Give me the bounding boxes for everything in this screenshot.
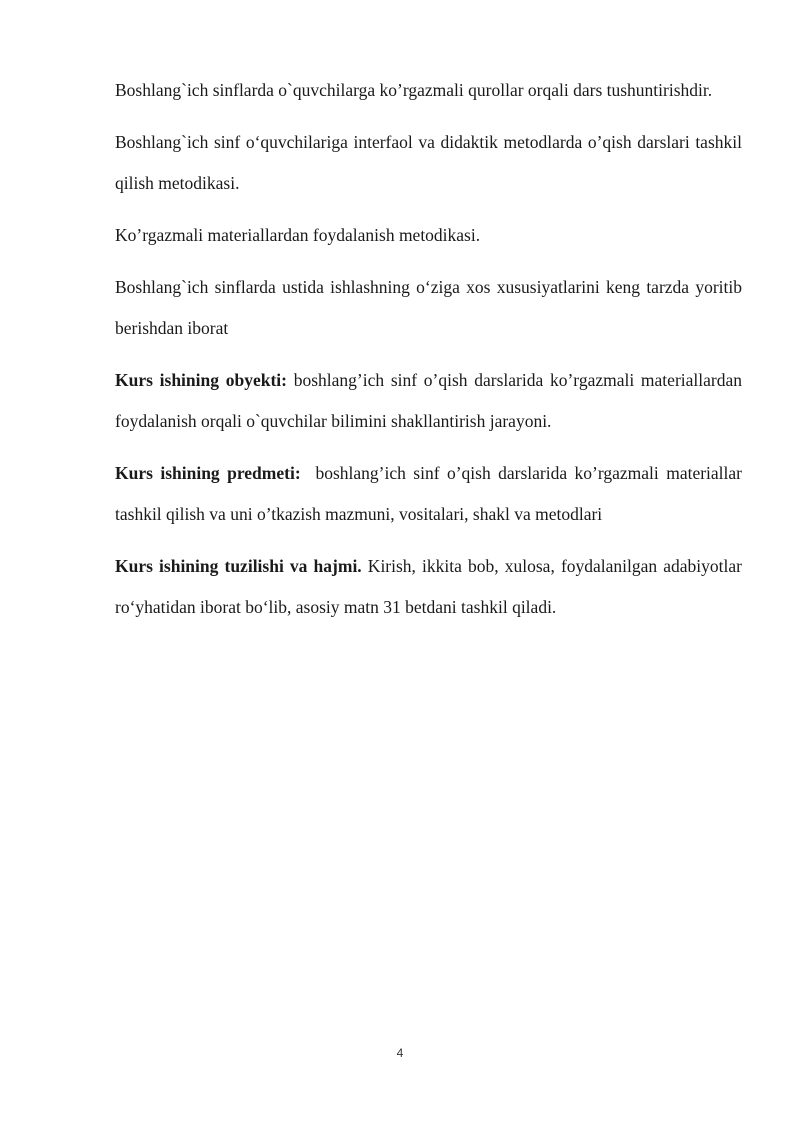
paragraph-text: Ko’rgazmali materiallardan foydalanish metodikasi. <box>115 225 481 245</box>
page-number: 4 <box>396 1046 404 1060</box>
paragraph-text: boshlang’ich sinf o’qish darslarida ko’rgazmali materiallardan foydalanish orqali o`quvchilar bilimini shakllantirish jarayoni. <box>115 370 742 431</box>
paragraph-heading: Kurs ishining obyekti: <box>115 370 287 390</box>
paragraph-text: Kirish, ikkita bob, xulosa, foydalanilgan adabiyotlar ro‘yhatidan iborat bo‘lib, asosiy matn 31 betdani tashkil qiladi. <box>115 556 742 617</box>
paragraph-subject <box>115 453 747 535</box>
paragraph-4 <box>115 267 742 349</box>
paragraph-heading: Kurs ishining predmeti: <box>115 463 301 483</box>
paragraph-heading: Kurs ishining tuzilishi va hajmi. <box>115 556 362 576</box>
document-body <box>115 70 747 639</box>
paragraph-2 <box>115 122 742 204</box>
paragraph-object <box>115 360 742 442</box>
paragraph-structure <box>115 546 742 628</box>
paragraph-3 <box>115 215 742 256</box>
paragraph-text: Boshlang`ich sinf o‘quvchilariga interfaol va didaktik metodlarda o’qish darslari tashkil qilish metodikasi. <box>115 132 742 193</box>
paragraph-1 <box>115 70 742 111</box>
paragraph-text: boshlang’ich sinf o’qish darslarida ko’rgazmali materiallar tashkil qilish va uni o’tkazish mazmuni, vositalari, shakl va metodlari <box>115 463 747 524</box>
paragraph-text: Boshlang`ich sinflarda ustida ishlashning o‘ziga xos xususiyatlarini keng tarzda yoritib berishdan iborat <box>115 277 742 338</box>
paragraph-text: Boshlang`ich sinflarda o`quvchilarga ko’rgazmali qurollar orqali dars tushuntirishdir. <box>115 80 713 100</box>
